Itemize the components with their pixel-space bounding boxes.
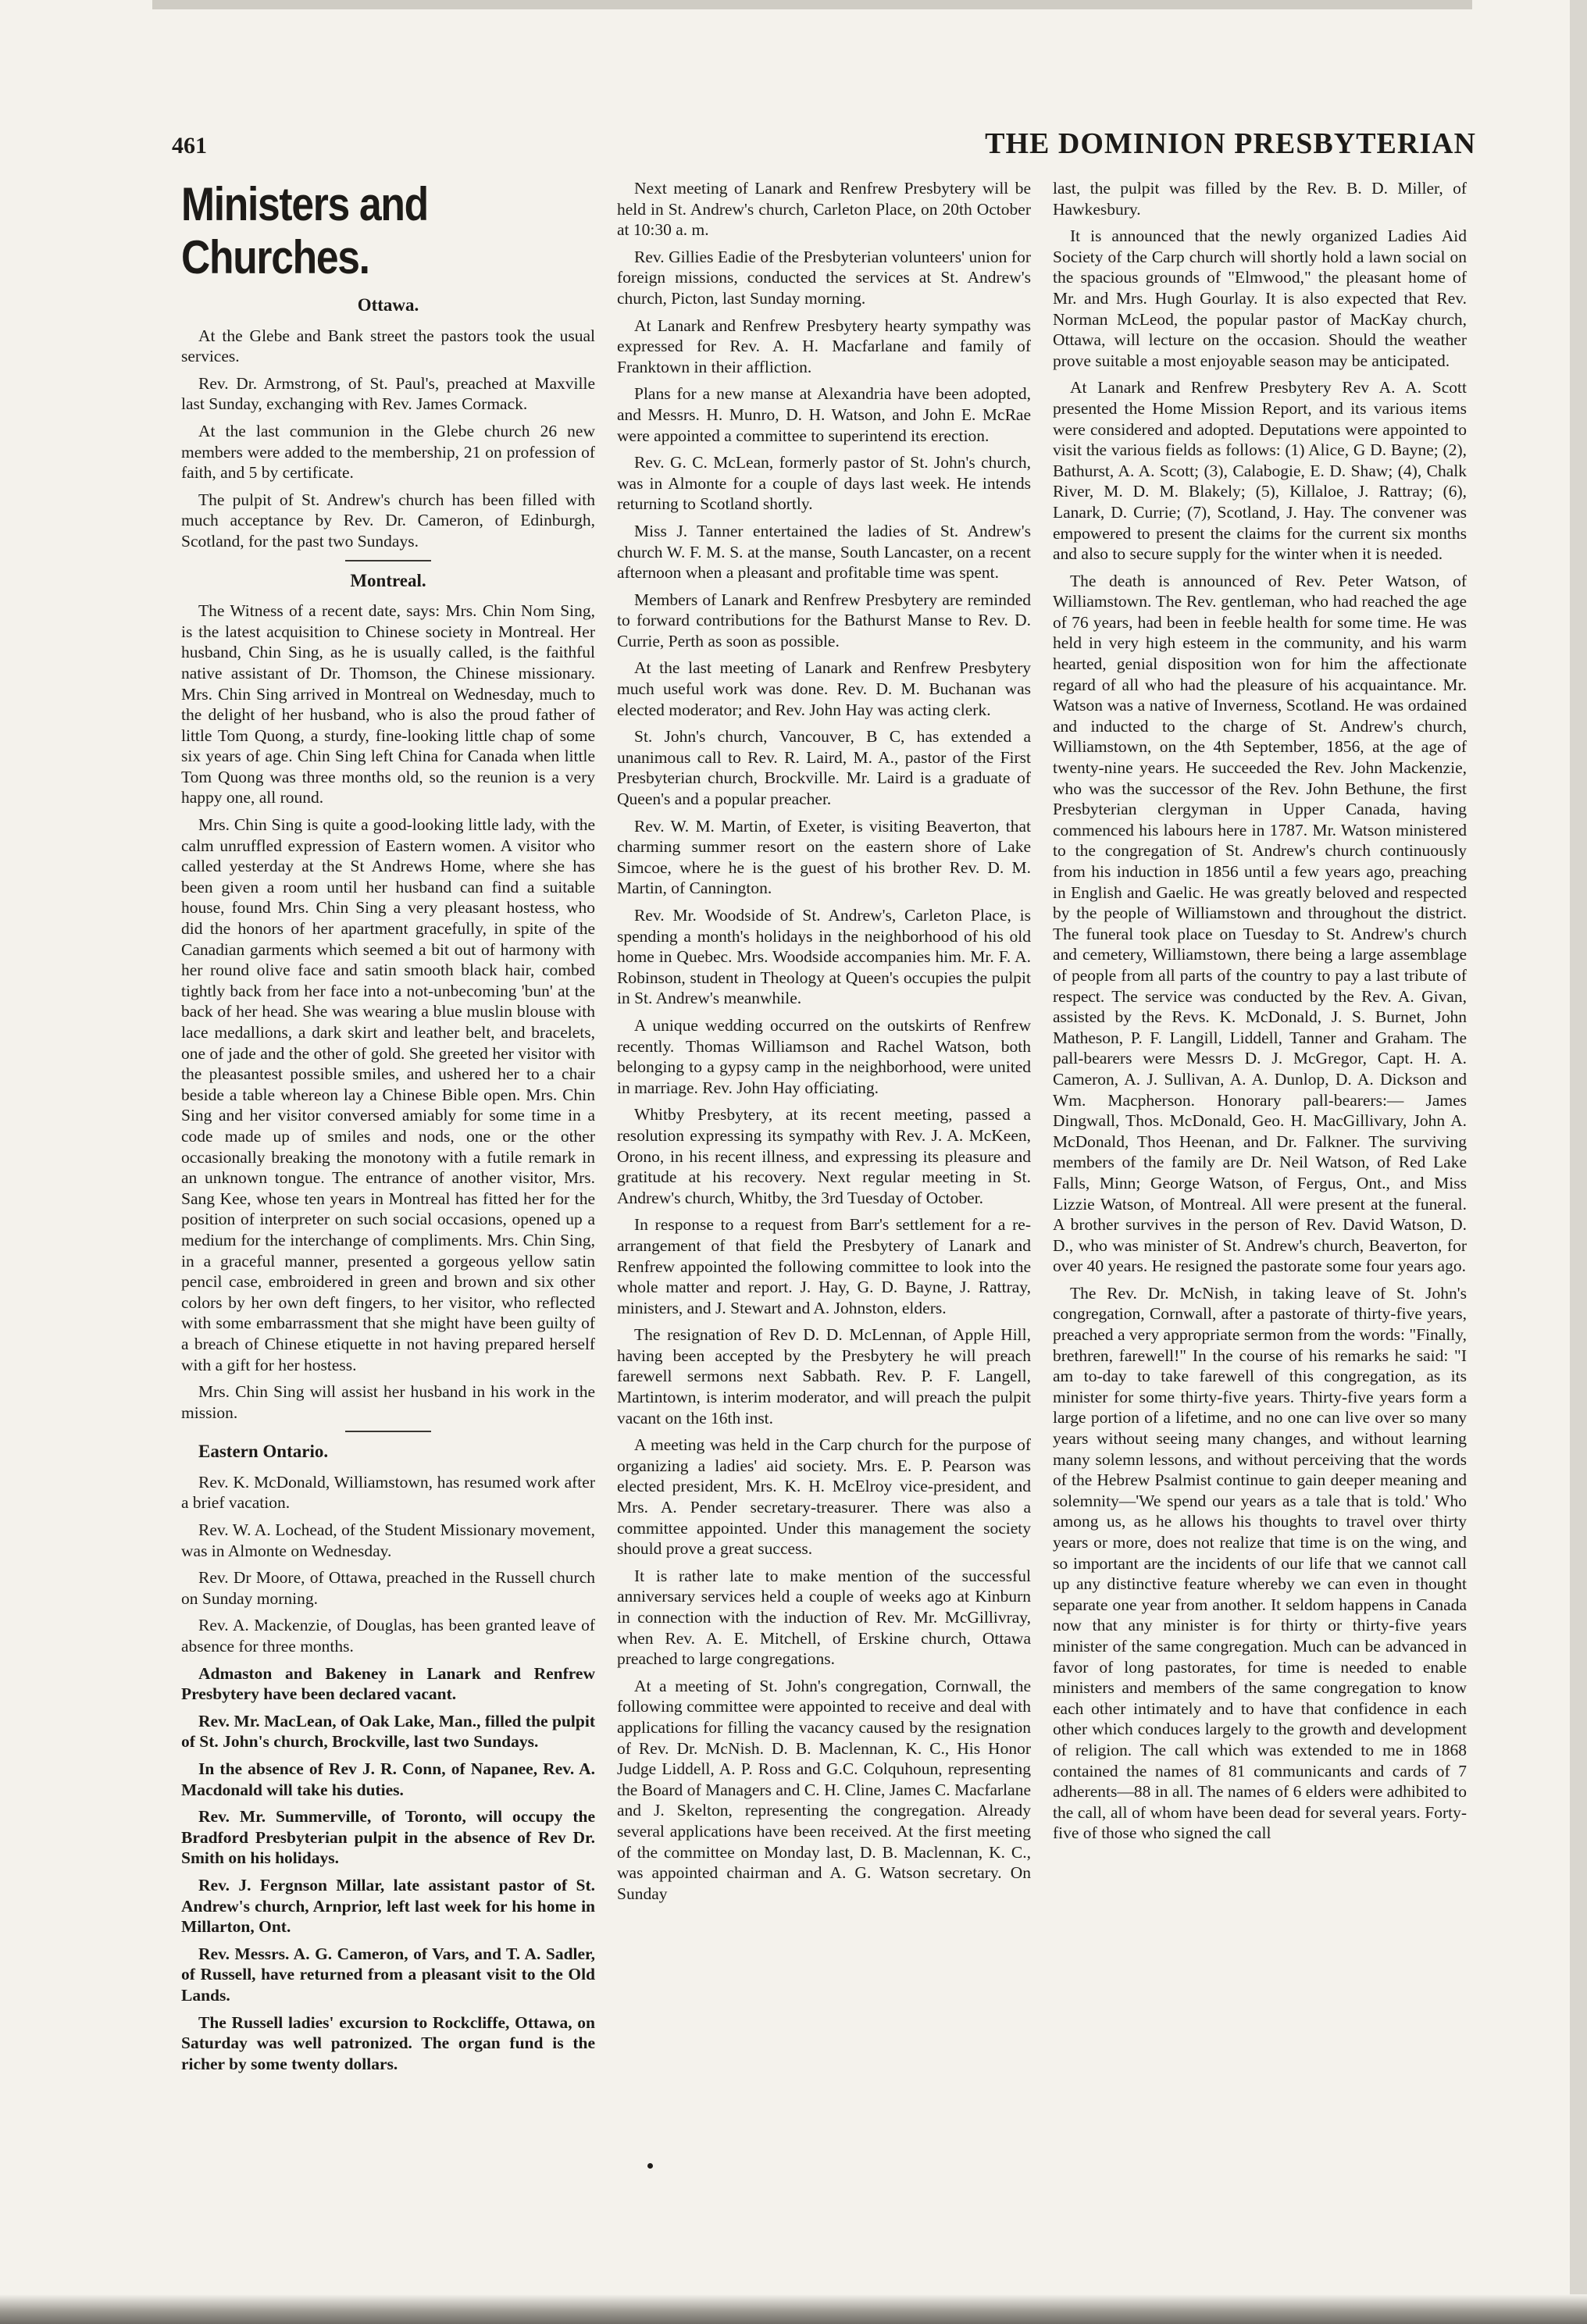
paragraph: At the last communion in the Glebe church 26 new members were added to the membership, 21 on profession of faith, and 5 by certificate. bbox=[181, 421, 595, 483]
page-top-edge bbox=[152, 0, 1472, 9]
paragraph: Rev. W. M. Martin, of Exeter, is visiting Beaverton, that charming summer resort on the eastern shore of Lake Simcoe, where he is the guest of his brother Rev. D. M. Martin, of Cannington. bbox=[617, 816, 1031, 898]
paragraph: Rev. J. Fergnson Millar, late assistant pastor of St. Andrew's church, Arnprior, left last week for his home in Millarton, Ont. bbox=[181, 1875, 595, 1937]
paragraph: Next meeting of Lanark and Renfrew Presbytery will be held in St. Andrew's church, Carleton Place, on 20th October at 10:30 a. m. bbox=[617, 179, 1031, 240]
page-right-margin bbox=[1570, 0, 1587, 2324]
paragraph: It is announced that the newly organized Ladies Aid Society of the Carp church will shortly hold a lawn social on the spacious grounds of "Elmwood," the pleasant home of Mr. and Mrs. Hugh Gourlay. It is also expected that Rev. Norman McLeod, the popular pastor of MacKay church, Ottawa, will lecture on the occasion. Should the weather prove suitable a most enjoyable season may be anticipated. bbox=[1053, 226, 1467, 370]
paragraph: Members of Lanark and Renfrew Presbytery are reminded to forward contributions for the Bathurst Manse to Rev. D. Currie, Perth as soon as possible. bbox=[617, 590, 1031, 651]
paragraph: At a meeting of St. John's congregation, Cornwall, the following committee were appointed to receive and deal with applications for filling the vacancy caused by the resignation of Rev. Dr. McNish. D. B. Maclennan, K. C., His Honor Judge Liddell, A. P. Ross and G.C. Colquhoun, representing the Board of Managers and C. H. Cline, James C. Macfarlane and J. Skelton, representing the congregation. Already several applications have been received. At the first meeting of the committee on Monday last, D. B. Maclennan, K. C., was appointed chairman and A. G. Watson secretary. On Sunday bbox=[617, 1676, 1031, 1903]
page-bottom-edge bbox=[0, 2294, 1587, 2324]
paragraph: At the last meeting of Lanark and Renfrew Presbytery much useful work was done. Rev. D. M. Buchanan was elected moderator; and Rev. John Hay was acting clerk. bbox=[617, 658, 1031, 719]
paragraph: The Witness of a recent date, says: Mrs. Chin Nom Sing, is the latest acquisition to Chinese society in Montreal. Her husband, Chin Sing, as he is usually called, is the faithful native assistant of Dr. Thomson, the Chinese missionary. Mrs. Chin Sing arrived in Montreal on Wednesday, much to the delight of her husband, who is also the proud father of little Tom Quong, a sturdy, fine-looking little chap of some six years of age. Chin Sing left China for Canada when little Tom Quong was three months old, so the reunion is a very happy one, all round. bbox=[181, 601, 595, 807]
paragraph: Rev. Messrs. A. G. Cameron, of Vars, and T. A. Sadler, of Russell, have returned from a pleasant visit to the Old Lands. bbox=[181, 1944, 595, 2005]
section-divider bbox=[345, 560, 431, 561]
paragraph: The pulpit of St. Andrew's church has been filled with much acceptance by Rev. Dr. Cameron, of Edinburgh, Scotland, for the past two Sundays. bbox=[181, 490, 595, 551]
paragraph: Rev. Mr. MacLean, of Oak Lake, Man., filled the pulpit of St. John's church, Brockville, last two Sundays. bbox=[181, 1711, 595, 1752]
paragraph: Rev. A. Mackenzie, of Douglas, has been granted leave of absence for three months. bbox=[181, 1616, 595, 1656]
section-heading-ottawa: Ottawa. bbox=[357, 295, 419, 315]
column-1 bbox=[181, 178, 595, 2255]
paragraph: A meeting was held in the Carp church for the purpose of organizing a ladies' aid society. Mrs. E. P. Pearson was elected president, Mrs. K. H. McElroy vice-president, and Mrs. A. Pender secretary-treasurer. There was also a committee appointed. Under this management the society should prove a great success. bbox=[617, 1435, 1031, 1559]
ornament-dot bbox=[647, 2163, 653, 2169]
paragraph: Mrs. Chin Sing is quite a good-looking little lady, with the calm unruffled expression of Eastern women. A visitor who called yesterday at the St Andrews Home, where she has been given a room until her husband can find a suitable house, found Mrs. Chin Sing a very pleasant hostess, who did the honors of her apartment gracefully, in spite of the Canadian garments which seemed a bit out of harmony with her round olive face and satin smooth black hair, combed tightly back from her face into a not-unbecoming 'bun' at the back of her head. She was wearing a blue muslin blouse with lace medallions, a dark skirt and leather belt, and bracelets, one of jade and the other of gold. She greeted her visitor with the pleasantest possible smiles, and ushered her to a chair beside a table whereon lay a Chinese Bible open. Mrs. Chin Sing and her visitor conversed amiably for some time in a code made up of smiles and nods, one or the other occasionally breaking the monotony with a futile remark in an unknown tongue. The entrance of another visitor, Mrs. Sang Kee, whose ten years in Montreal has fitted her for the position of interpreter on such social occasions, opened up a medium for the interchange of compliments. Mrs. Chin Sing, in a graceful manner, presented a gorgeous yellow satin pencil case, embroidered in green and brown and six other colors by her own deft fingers, to her visitor, who reflected with some embarrassment that she might have been guilty of a breach of Chinese etiquette in not having prepared herself with a gift for her hostess. bbox=[181, 815, 595, 1374]
paragraph: Miss J. Tanner entertained the ladies of St. Andrew's church W. F. M. S. at the manse, South Lancaster, on a recent afternoon when a pleasant and profitable time was spent. bbox=[617, 521, 1031, 583]
paragraph: Rev. Dr. Armstrong, of St. Paul's, preached at Maxville last Sunday, exchanging with Rev. James Cormack. bbox=[181, 373, 595, 414]
paragraph: A unique wedding occurred on the outskirts of Renfrew recently. Thomas Williamson and Rachel Watson, both belonging to a gypsy camp in the neighborhood, were united in marriage. Rev. John Hay officiating. bbox=[617, 1015, 1031, 1097]
section-divider bbox=[345, 1431, 431, 1432]
paragraph: The Rev. Dr. McNish, in taking leave of St. John's congregation, Cornwall, after a pastorate of thirty-five years, preached a very appropriate sermon from the words: "Finally, brethren, farewell!" In the course of his remarks he said: "I am to-day to take farewell of this congregation, as its minister for some thirty-five years. Thirty-five years form a large portion of a lifetime, and no one can live over so many years without seeing many changes, and without learning many solemn lessons, and without perceiving that the words of the Hebrew Psalmist continue to gain deeper meaning and solemnity—'We spend our years as a tale that is told.' Who among us, as he allows his thoughts to travel over thirty years or more, does not realize that time is on the wing, and so important are the incidents of our life that we cannot call up any distinctive feature whereby we can even in thought separate one year from another. It seldom happens in Canada now that any minister is for thirty or thirty-five years minister of the same congregation. Much can be advanced in favor of long pastorates, for time is needed to enable ministers and members of the same congregation to know each other intimately and to have that confidence in each other which conduces largely to the growth and development of religion. The call which was extended to me in 1868 contained the names of 81 communicants and cards of 7 adherents—88 in all. The names of 6 elders were adhibited to the call, all of whom have been dead for several years. Forty-five of those who signed the call bbox=[1053, 1283, 1467, 1843]
paragraph: Plans for a new manse at Alexandria have been adopted, and Messrs. H. Munro, D. H. Watson, and John E. McRae were appointed a committee to superintend its erection. bbox=[617, 384, 1031, 445]
paragraph: At Lanark and Renfrew Presbytery hearty sympathy was expressed for Rev. A. H. Macfarlane and family of Franktown in their affliction. bbox=[617, 315, 1031, 376]
section-heading-montreal: Montreal. bbox=[350, 570, 426, 590]
paragraph: In response to a request from Barr's settlement for a re-arrangement of that field the Presbytery of Lanark and Renfrew appointed the following committee to look into the whole matter and report. J. Hay, G. D. Bayne, J. Rattray, ministers, and J. Stewart and A. Johnston, elders. bbox=[617, 1215, 1031, 1317]
paragraph: Admaston and Bakeney in Lanark and Renfrew Presbytery have been declared vacant. bbox=[181, 1663, 595, 1704]
paragraph: Rev. Mr. Summerville, of Toronto, will occupy the Bradford Presbyterian pulpit in the absence of Rev Dr. Smith on his holidays. bbox=[181, 1807, 595, 1868]
paragraph: Rev. W. A. Lochead, of the Student Missionary movement, was in Almonte on Wednesday. bbox=[181, 1520, 595, 1560]
paragraph: last, the pulpit was filled by the Rev. B. D. Miller, of Hawkesbury. bbox=[1053, 179, 1467, 219]
paragraph: Rev. Gillies Eadie of the Presbyterian volunteers' union for foreign missions, conducted the services at St. Andrew's church, Picton, last Sunday morning. bbox=[617, 247, 1031, 308]
paragraph: At the Glebe and Bank street the pastors took the usual services. bbox=[181, 326, 595, 366]
paragraph: St. John's church, Vancouver, B C, has extended a unanimous call to Rev. R. Laird, M. A., pastor of the First Presbyterian church, Brockville. Mr. Laird is a graduate of Queen's and a popular preacher. bbox=[617, 727, 1031, 809]
paragraph: Rev. K. McDonald, Williamstown, has resumed work after a brief vacation. bbox=[181, 1472, 595, 1513]
paragraph: The Russell ladies' excursion to Rockcliffe, Ottawa, on Saturday was well patronized. The organ fund is the richer by some twenty dollars. bbox=[181, 2012, 595, 2073]
paragraph: Rev. Mr. Woodside of St. Andrew's, Carleton Place, is spending a month's holidays in the neighborhood of his old home in Quebec. Mrs. Woodside accompanies him. Mr. F. A. Robinson, student in Theology at Queen's occupies the pulpit in St. Andrew's meanwhile. bbox=[617, 906, 1031, 1008]
paragraph: Whitby Presbytery, at its recent meeting, passed a resolution expressing its sympathy with Rev. J. A. McKeen, Orono, in his recent illness, and expressing its pleasure and gratitude at his recovery. Next regular meeting in St. Andrew's church, Whitby, the 3rd Tuesday of October. bbox=[617, 1105, 1031, 1207]
paragraph: The death is announced of Rev. Peter Watson, of Williamstown. The Rev. gentleman, who had reached the age of 76 years, had been in feeble health for some time. He was held in very high esteem in the community, and his warm hearted, genial disposition won for him the affectionate regard of all who had the pleasure of his acquaintance. Mr. Watson was a native of Inverness, Scotland. He was ordained and inducted to the charge of St. Andrew's church, Williamstown, on the 4th September, 1856, at the age of twenty-nine years. He succeeded the Rev. John Mackenzie, who was the successor of the Rev. John Bethune, the first Presbyterian clergyman in Upper Canada, having commenced his labours here in 1787. Mr. Watson ministered to the congregation of St. Andrew's church continuously from his induction in 1856 until a few years ago, preaching in English and Gaelic. He was greatly beloved and respected by the people of Williamstown and throughout the district. The funeral took place on Tuesday to St. Andrew's church and cemetery, Williamstown, there being a large assemblage of people from all parts of the country to pay a last tribute of respect. The service was conducted by the Rev. A. Givan, assisted by the Revs. K. McDonald, J. S. Burnet, John Matheson, P. F. Langill, Liddell, Tanner and Graham. The pall-bearers were Messrs D. J. McGregor, Capt. H. A. Cameron, A. J. Sullivan, A. A. Dunlop, D. A. Dickson and Wm. Macpherson. Honorary pall-bearers:— James Dingwall, Thos. McDonald, Geo. H. MacGillivary, John A. McDonald, Thos Heenan, and Dr. Falkner. The surviving members of the family are Dr. Neil Watson, of Red Lake Falls, Minn; George Watson, of Fergus, Ont., and Miss Lizzie Watson, of Montreal. All were present at the funeral. A brother survives in the person of Rev. David Watson, D. D., who was minister of St. Andrew's church, Beaverton, for over 40 years. He resigned the pastorate some four years ago. bbox=[1053, 571, 1467, 1276]
paragraph: In the absence of Rev J. R. Conn, of Napanee, Rev. A. Macdonald will take his duties. bbox=[181, 1759, 595, 1799]
paragraph: Rev. Dr Moore, of Ottawa, preached in the Russell church on Sunday morning. bbox=[181, 1568, 595, 1608]
paragraph: Mrs. Chin Sing will assist her husband in his work in the mission. bbox=[181, 1382, 595, 1422]
paragraph: At Lanark and Renfrew Presbytery Rev A. A. Scott presented the Home Mission Report, and its various items were considered and adopted. Deputations were appointed to visit the various fields as follows: (1) Alice, G D. Bayne; (2), Bathurst, A. A. Scott; (3), Calabogie, E. D. Shaw; (4), Chalk River, M. D. M. Blakely; (5), Killaloe, J. Rattray; (6), Lanark, D. Currie; (7), Scotland, J. Hay. The convener was empowered to present the claims for the current six months and also to secure supply for the winter when it is needed. bbox=[1053, 378, 1467, 564]
section-heading-eastern-ontario: Eastern Ontario. bbox=[198, 1442, 329, 1462]
paragraph: Rev. G. C. McLean, formerly pastor of St. John's church, was in Almonte for a couple of days last week. He intends returning to Scotland shortly. bbox=[617, 453, 1031, 514]
paragraph: The resignation of Rev D. D. McLennan, of Apple Hill, having been accepted by the Presbytery he will preach farewell sermons next Sabbath. Rev. P. F. Langell, Martintown, is interim moderator, and will preach the pulpit vacant on the 16th inst. bbox=[617, 1325, 1031, 1428]
masthead-title: THE DOMINION PRESBYTERIAN bbox=[985, 127, 1476, 160]
paragraph: It is rather late to make mention of the successful anniversary services held a couple of weeks ago at Kinburn in connection with the induction of Rev. Mr. McGillivray, when Rev. A. E. Mitchell, of Erskine church, Ottawa preached to large congregations. bbox=[617, 1566, 1031, 1669]
page-number: 461 bbox=[172, 133, 207, 159]
column-2 bbox=[617, 178, 1031, 2255]
column-3 bbox=[1053, 178, 1467, 2255]
page-header bbox=[172, 127, 1476, 166]
main-title: Ministers and Churches. bbox=[181, 178, 428, 283]
